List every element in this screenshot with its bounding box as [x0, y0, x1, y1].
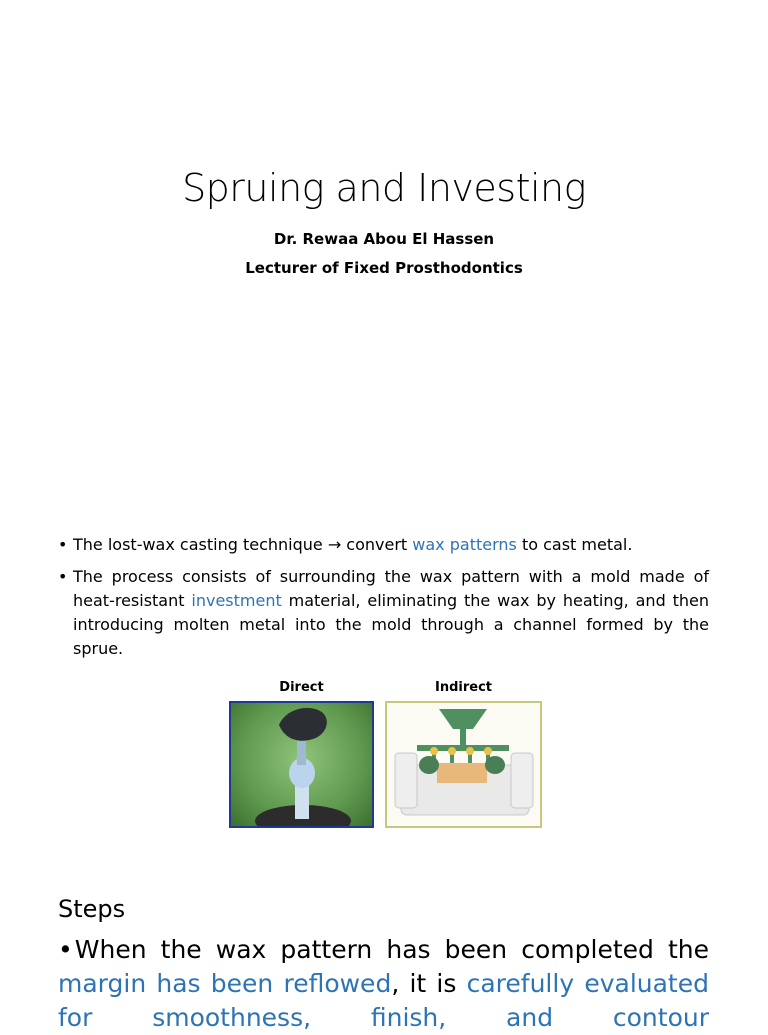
steps-bullet: •When the wax pattern has been completed the margin has been reflowed, it is carefully evaluated for smoothness, finish, and contour — [58, 935, 709, 1032]
intro-bullet-list — [58, 533, 709, 669]
highlight-text: carefully evaluated for smoothness, finish, and contour — [58, 969, 709, 1032]
steps-heading: Steps — [58, 895, 126, 923]
list-item: • The lost-wax casting technique → convert wax patterns to cast metal. — [58, 533, 709, 557]
figure-direct — [229, 680, 374, 828]
list-item: • The process consists of surrounding the wax pattern with a mold made of heat-resistant investment material, eliminating the wax by heating, and then introducing molten metal into the mold through a channel formed by the sprue. — [58, 567, 709, 658]
bullet-icon: • — [58, 935, 73, 964]
arrow-right-icon: → — [327, 535, 342, 554]
figure-label-indirect: Indirect — [434, 680, 492, 695]
bullet-icon: • — [58, 535, 68, 554]
author-role: Lecturer of Fixed Prosthodontics — [245, 259, 523, 277]
title-slide — [0, 0, 768, 500]
indirect-sprue-photo — [385, 701, 542, 828]
figure-label-direct: Direct — [279, 680, 324, 695]
highlight-text: wax patterns — [412, 535, 517, 554]
highlight-text: margin has been reflowed — [58, 969, 392, 998]
direct-sprue-photo — [229, 701, 374, 828]
direct-sprue-illustration — [231, 703, 374, 828]
page-title: Spruing and Investing — [182, 166, 586, 210]
highlight-text: investment — [191, 591, 282, 610]
author-name: Dr. Rewaa Abou El Hassen — [273, 230, 495, 248]
bullet-icon: • — [58, 567, 68, 586]
figure-indirect — [385, 680, 542, 828]
indirect-sprue-illustration — [387, 703, 540, 826]
